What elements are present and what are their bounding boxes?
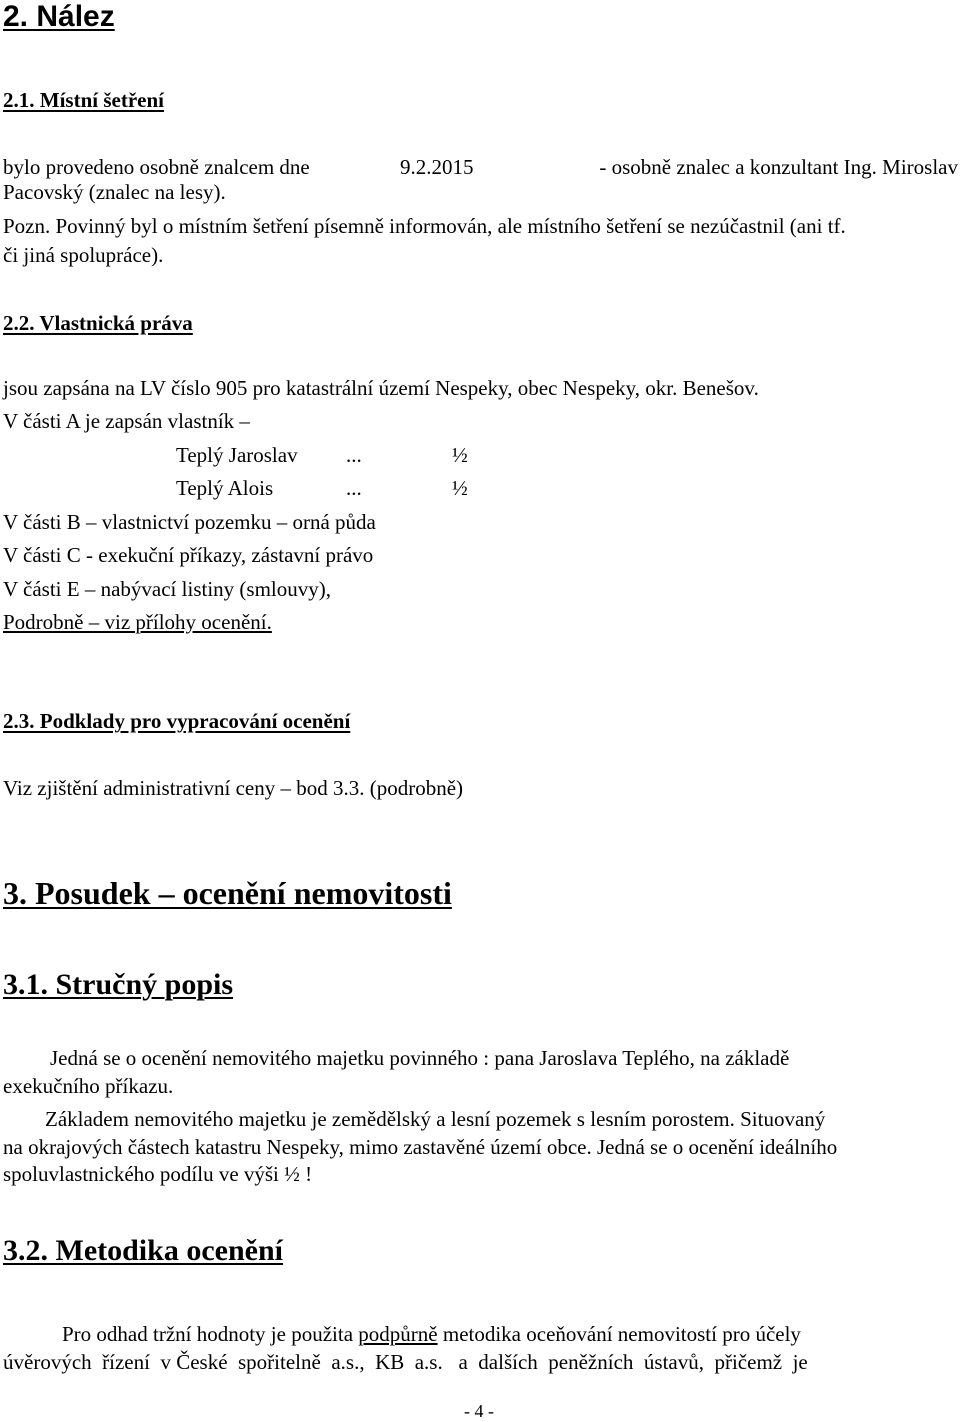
- paragraph-line: [62, 1322, 801, 1347]
- text-fragment: bylo provedeno osobně znalcem dne: [3, 155, 310, 179]
- underlined-word: podpůrně: [358, 1322, 438, 1346]
- owner-dots: ...: [346, 443, 362, 467]
- paragraph-line: spoluvlastnického podílu ve výši ½ !: [3, 1162, 313, 1186]
- owner-row: [176, 476, 468, 501]
- subsection-heading-2-1: 2.1. Místní šetření: [3, 88, 164, 112]
- paragraph-line: V části C - exekuční příkazy, zástavní právo: [3, 543, 374, 567]
- text-fragment: Pro odhad tržní hodnoty je použita: [62, 1322, 359, 1346]
- owner-dots: ...: [346, 476, 362, 500]
- inspection-date: 9.2.2015: [400, 155, 474, 179]
- subsection-heading-3-2: 3.2. Metodika ocenění: [3, 1234, 283, 1267]
- paragraph-line: V části A je zapsán vlastník –: [3, 409, 250, 433]
- page-number: - 4 -: [464, 1401, 494, 1421]
- owner-name: Teplý Alois: [176, 476, 274, 500]
- text-fragment: - osobně znalec a konzultant Ing. Miroslav: [599, 155, 958, 179]
- paragraph-line: úvěrových řízení v České spořitelně a.s., KB a.s. a dalších peněžních ústavů, přičemž je: [3, 1350, 808, 1374]
- text-fragment: metodika oceňování nemovitostí pro účely: [437, 1322, 801, 1346]
- paragraph-line: na okrajových částech katastru Nespeky, mimo zastavěné území obce. Jedná se o ocenění ideálního: [3, 1135, 838, 1159]
- paragraph-line: Základem nemovitého majetku je zemědělský a lesní pozemek s lesním porostem. Situovaný: [45, 1107, 826, 1131]
- paragraph-line: Podrobně – viz přílohy ocenění.: [3, 610, 272, 634]
- paragraph-line: jsou zapsána na LV číslo 905 pro katastrální území Nespeky, obec Nespeky, okr. Benešov.: [3, 376, 759, 400]
- paragraph-line: Jedná se o ocenění nemovitého majetku povinného : pana Jaroslava Teplého, na základě: [50, 1046, 790, 1070]
- subsection-heading-2-2: 2.2. Vlastnická práva: [3, 311, 193, 335]
- paragraph-line: Viz zjištění administrativní ceny – bod 3.3. (podrobně): [3, 776, 464, 800]
- section-heading-3: 3. Posudek – ocenění nemovitosti: [3, 875, 452, 911]
- paragraph-line: V části E – nabývací listiny (smlouvy),: [3, 577, 331, 601]
- paragraph-line: či jiná spolupráce).: [3, 243, 164, 267]
- paragraph-line: exekučního příkazu.: [3, 1074, 174, 1098]
- subsection-heading-3-1: 3.1. Stručný popis: [3, 968, 234, 1001]
- paragraph-line: Pozn. Povinný byl o místním šetření písemně informován, ale místního šetření se nezúčastnil (ani tf.: [3, 214, 846, 238]
- section-heading-2: 2. Nález: [3, 0, 115, 33]
- paragraph-line: Pacovský (znalec na lesy).: [3, 180, 226, 204]
- subsection-heading-2-3: 2.3. Podklady pro vypracování ocenění: [3, 709, 351, 733]
- paragraph-line: V části B – vlastnictví pozemku – orná půda: [3, 510, 376, 534]
- owner-name: Teplý Jaroslav: [176, 443, 298, 467]
- owner-share: ½: [452, 443, 468, 467]
- owner-share: ½: [452, 476, 468, 500]
- owner-row: [176, 443, 468, 468]
